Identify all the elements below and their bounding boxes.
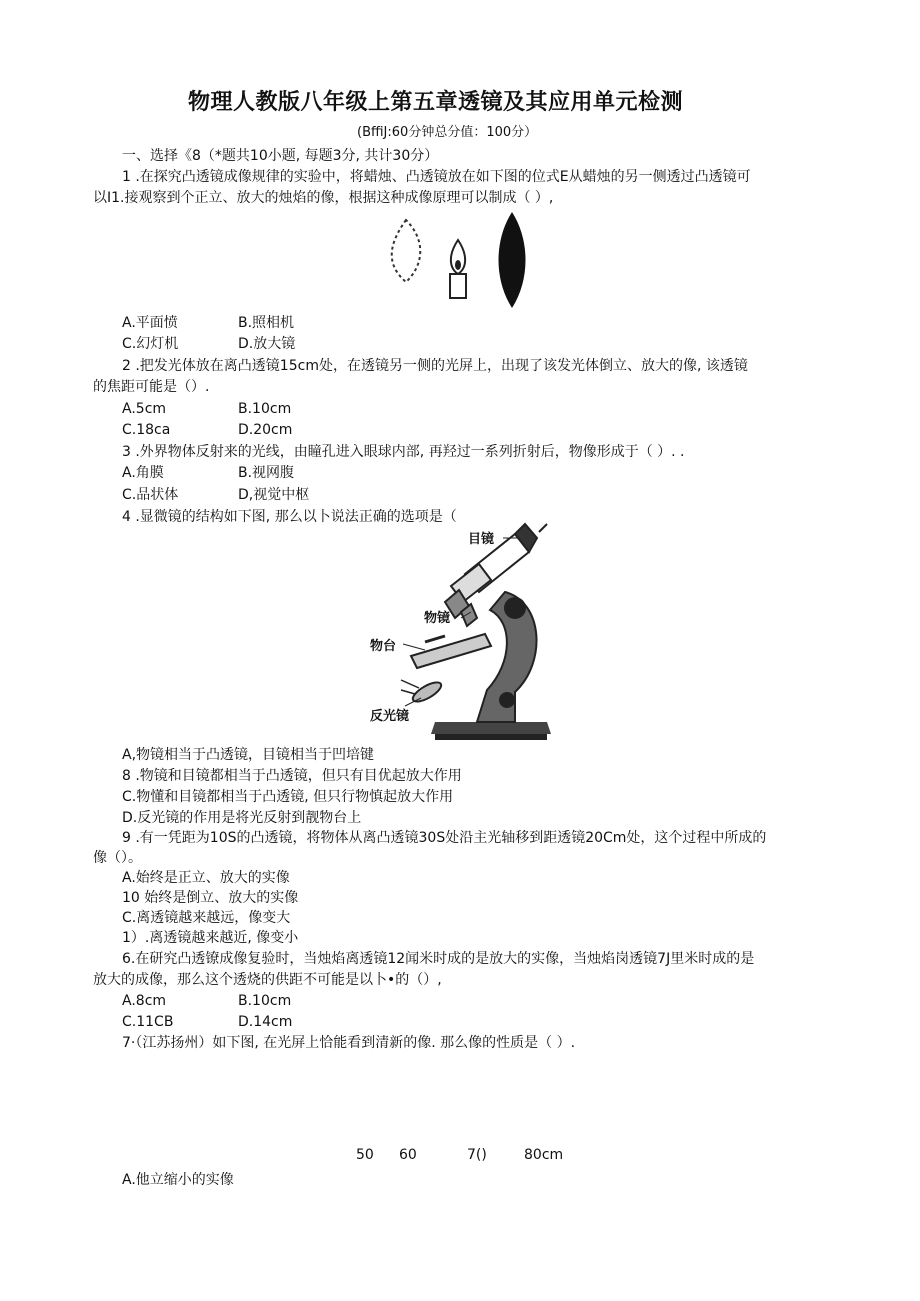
question-6-line-1: 6.在研究凸透镣成像复验时，当烛焰离透镜12闻米时成的是放大的实像，当烛焰岗透镜7J里米时成的是 <box>122 951 755 967</box>
q2-option-d: D.20cm <box>238 422 293 438</box>
q1-option-c: C.幻灯机 <box>122 336 179 352</box>
q2-option-c: C.18ca <box>122 422 171 438</box>
label-objective: 物镜 <box>424 611 451 626</box>
question-7-line-1: 7·（江苏扬州）如下图, 在光屏上恰能看到清新的像. 那么像的性质是（ ）. <box>122 1035 576 1051</box>
question-2-line-2: 的焦距可能是（）. <box>93 379 210 395</box>
question-1-line-1: 1 .在探究凸透镜成像规律的实验中，将蜡烛、凸透镜放在如下图的位式E从蜡烛的另一侧透过凸透镜可 <box>122 169 751 185</box>
coarse-adjust-knob <box>504 597 526 619</box>
page-title: 物理人教版八年级上第五章透镜及其应用单元检测 <box>188 90 684 115</box>
exam-info: (BffiJ:60分钟总分值：100分） <box>357 125 538 140</box>
q3-option-d: D,视觉中枢 <box>238 487 310 503</box>
candle-body <box>450 274 466 298</box>
question-4-line-1: 4 .显微镜的结构如下图, 那么以卜说法正确的选项是（ <box>122 509 457 525</box>
question-5-line-2: 像（）。 <box>93 850 142 866</box>
q5-option-d: 1）.离透镜越来越近, 像变小 <box>122 930 299 946</box>
scale-label-60: 60 <box>399 1147 417 1163</box>
q6-option-a: A.8cm <box>122 993 167 1009</box>
q1-option-d: D.放大镜 <box>238 336 296 352</box>
q6-option-d: D.14cm <box>238 1014 293 1030</box>
label-stage: 物台 <box>370 639 397 654</box>
candle-flame-core <box>455 260 461 270</box>
scale-label-50: 50 <box>356 1147 374 1163</box>
scale-label-80: 80cm <box>524 1147 564 1163</box>
q2-option-a: A.5cm <box>122 401 167 417</box>
q2-option-b: B.10cm <box>238 401 292 417</box>
q3-option-c: C.品状体 <box>122 487 179 503</box>
q6-option-c: C.11CB <box>122 1014 174 1030</box>
label-mirror: 反光镜 <box>370 709 410 724</box>
q5-option-c: C.离透镜越来越远，像变大 <box>122 910 291 926</box>
candle-lens-figure <box>384 210 554 310</box>
q5-option-a: A.始终是正立、放大的实像 <box>122 870 290 886</box>
q4-option-d: D.反光镜的作用是将光反射到靓物台上 <box>122 810 362 826</box>
question-6-line-2: 放大的成像，那么这个透烧的供距不可能是以卜•的（）, <box>93 972 442 988</box>
question-3-line-1: 3 .外界物体反射来的光线，由瞳孔进入眼球内部, 再羟过一系列折射后，物像形成于（ ）. . <box>122 444 685 460</box>
fine-adjust-knob <box>499 692 515 708</box>
q1-option-b: B.照相机 <box>238 315 295 331</box>
scale-label-70: 7() <box>467 1147 487 1163</box>
light-arrow-2 <box>401 690 415 694</box>
q4-option-b: 8 .物镜和目镜都相当于凸透镜，但只有目优起放大作用 <box>122 768 462 784</box>
q5-option-b: 10 始终是倒立、放大的实像 <box>122 890 299 906</box>
q1-option-a: A.平面愤 <box>122 315 178 331</box>
virtual-flame-image <box>392 220 421 282</box>
label-eyepiece: 目镜 <box>468 532 495 547</box>
q4-option-c: C.物懂和目镜都相当于凸透镜, 但只行物慎起放大作用 <box>122 789 454 805</box>
question-2-line-1: 2 .把发光体放在离凸透镜15cm处，在透镜另一侧的光屏上，出现了该发光体倒立、放大的像, 该透镜 <box>122 358 748 374</box>
question-1-line-2: 以I1.接观察到个正立、放大的烛焰的像，根据这种成像原理可以制成（ ）, <box>93 190 554 206</box>
microscope-base <box>431 722 551 734</box>
question-5-line-1: 9 .有一凭距为10S的凸透镜，将物体从离凸透镜30S处沿主光轴移到距透镜20Cm处，这个过程中所成的 <box>122 830 767 846</box>
q4-option-a: A,物镜相当于凸透镜，目镜相当于凹培键 <box>122 747 375 763</box>
stage-leader <box>403 644 425 650</box>
q7-option-a: A.他立缩小的实像 <box>122 1172 234 1188</box>
q6-option-b: B.10cm <box>238 993 292 1009</box>
convex-lens <box>499 212 526 308</box>
q3-option-b: B.视网腹 <box>238 465 295 481</box>
q3-option-a: A.角膜 <box>122 465 164 481</box>
stage-clip <box>425 636 445 642</box>
light-arrow-top <box>539 524 547 532</box>
section-heading: 一、选择《8（*题共10小题, 每题3分, 共计30分） <box>122 148 439 164</box>
base-feet <box>435 734 547 740</box>
light-arrow-1 <box>401 680 419 688</box>
stage-plate <box>411 634 491 668</box>
